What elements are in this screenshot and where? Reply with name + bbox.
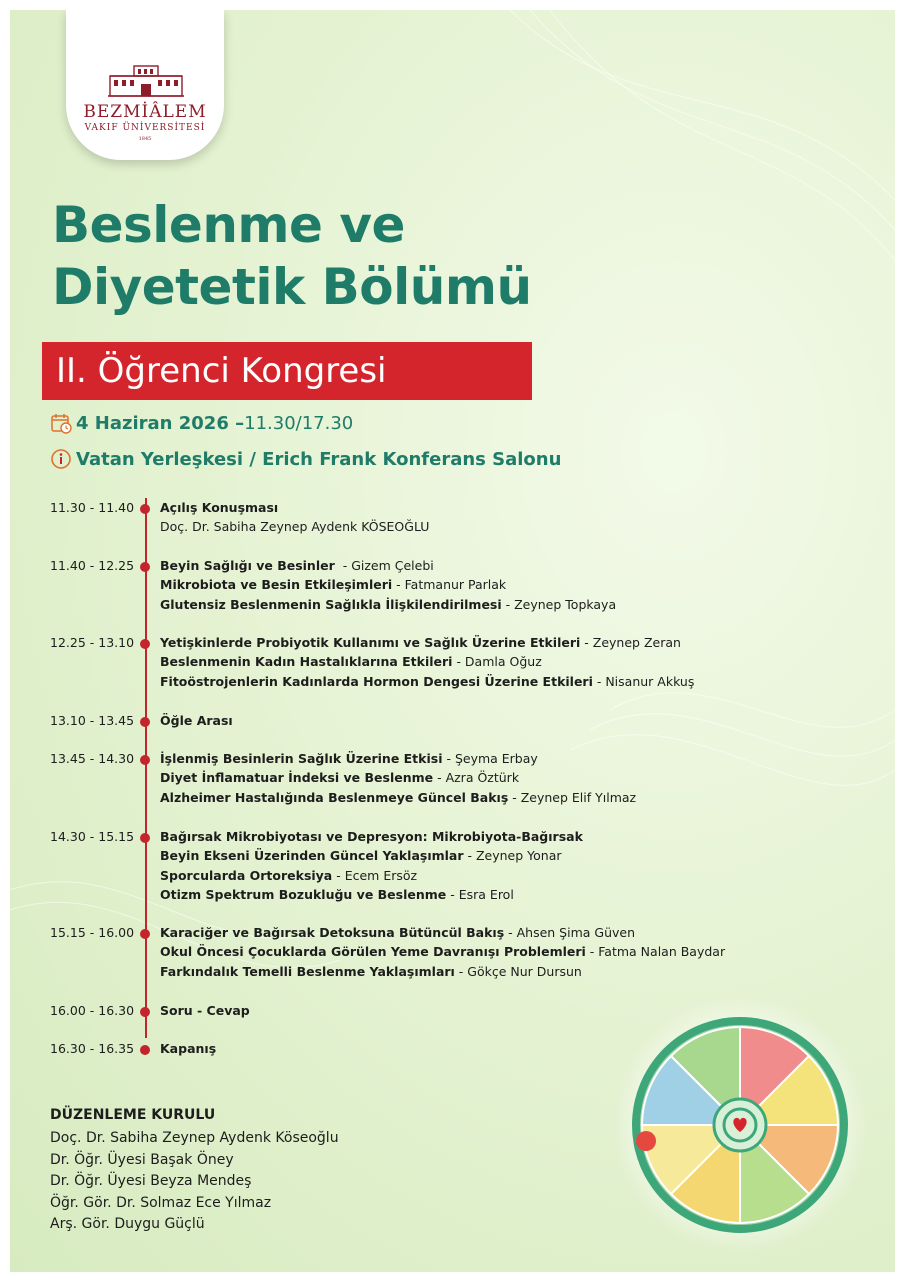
location-line	[50, 448, 561, 470]
session-speaker: - Nisanur Akkuş	[592, 673, 695, 689]
event-date: 4 Haziran 2026 –	[76, 412, 245, 434]
building-icon	[108, 62, 184, 98]
timeline-line	[145, 498, 147, 1038]
title-line-1: Beslenme ve	[52, 196, 405, 254]
session-speaker: - Gizem Çelebi	[334, 558, 434, 573]
schedule-time: 11.30 - 11.40	[50, 500, 135, 515]
committee-member: Doç. Dr. Sabiha Zeynep Aydenk Köseoğlu	[50, 1130, 339, 1146]
session-speaker: - Zeynep Zeran	[580, 635, 681, 650]
session-title: Bağırsak Mikrobiyotası ve Depresyon: Mikrobiyota-Bağırsak	[160, 829, 583, 844]
session-title: Karaciğer ve Bağırsak Detoksuna Bütüncül Bakış	[160, 925, 505, 940]
session-item	[160, 848, 562, 863]
committee-title: DÜZENLEME KURULU	[50, 1107, 216, 1123]
session-title: Yetişkinlerde Probiyotik Kullanımı ve Sağlık Üzerine Etkileri	[160, 635, 581, 650]
session-item	[160, 597, 616, 612]
schedule-time: 16.30 - 16.35	[50, 1041, 135, 1056]
session-title: Beyin Sağlığı ve Besinler	[160, 558, 335, 573]
timeline-dot	[140, 562, 150, 572]
session-speaker: - Zeynep Yonar	[463, 848, 562, 864]
session-item	[160, 1041, 216, 1056]
timeline-dot	[140, 1007, 150, 1017]
timeline-dot	[140, 639, 150, 649]
event-location: Vatan Yerleşkesi / Erich Frank Konferans Salonu	[76, 448, 562, 470]
session-item	[160, 964, 582, 979]
session-title: Kapanış	[160, 1041, 217, 1056]
session-title: Fitoöstrojenlerin Kadınlarda Hormon Dengesi Üzerine Etkileri	[160, 673, 593, 689]
session-title: Okul Öncesi Çocuklarda Görülen Yeme Davranışı Problemleri	[160, 944, 586, 960]
session-title: Alzheimer Hastalığında Beslenmeye Güncel Bakış	[160, 789, 509, 805]
logo-year: 1845	[138, 136, 152, 142]
session-item	[160, 790, 636, 805]
session-item	[160, 635, 681, 650]
session-speaker: - Damla Oğuz	[452, 654, 542, 670]
session-item	[160, 751, 538, 766]
timeline-dot	[140, 1045, 150, 1055]
food-plate-illustration	[610, 995, 870, 1255]
timeline-dot	[140, 755, 150, 765]
session-speaker: Doç. Dr. Sabiha Zeynep Aydenk KÖSEOĞLU	[160, 519, 430, 535]
poster	[10, 10, 895, 1272]
session-item	[160, 887, 514, 902]
session-speaker: - Zeynep Elif Yılmaz	[508, 789, 637, 805]
session-speaker: - Şeyma Erbay	[442, 751, 538, 766]
session-title: Otizm Spektrum Bozukluğu ve Beslenme	[160, 887, 447, 903]
committee-member: Öğr. Gör. Dr. Solmaz Ece Yılmaz	[50, 1194, 272, 1211]
session-title: Glutensiz Beslenmenin Sağlıkla İlişkilendirilmesi	[160, 596, 502, 612]
schedule-time: 14.30 - 15.15	[50, 829, 135, 844]
committee-member: Dr. Öğr. Üyesi Başak Öney	[50, 1151, 234, 1168]
session-item	[160, 925, 635, 940]
info-icon	[50, 448, 72, 470]
session-speaker: - Azra Öztürk	[433, 770, 520, 786]
session-item	[160, 1003, 250, 1018]
session-item	[160, 674, 694, 689]
session-item	[160, 829, 583, 844]
session-title: Beyin Ekseni Üzerinden Güncel Yaklaşımlar	[160, 848, 464, 864]
page-title	[52, 194, 532, 318]
session-title: Mikrobiota ve Besin Etkileşimleri	[160, 577, 393, 593]
session-item	[160, 519, 429, 534]
session-item	[160, 868, 417, 883]
session-title: İşlenmiş Besinlerin Sağlık Üzerine Etkisi	[160, 751, 443, 766]
timeline-dot	[140, 504, 150, 514]
university-logo	[66, 10, 224, 160]
session-item	[160, 654, 542, 669]
session-title: Farkındalık Temelli Beslenme Yaklaşımları	[160, 963, 455, 979]
session-title: Sporcularda Ortoreksiya	[160, 867, 333, 883]
session-title: Soru - Cevap	[160, 1003, 250, 1018]
session-title: Diyet İnflamatuar İndeksi ve Beslenme	[160, 770, 434, 786]
timeline-dot	[140, 833, 150, 843]
timeline-dot	[140, 717, 150, 727]
session-speaker: - Gökçe Nur Dursun	[454, 963, 582, 979]
congress-subtitle: II. Öğrenci Kongresi	[42, 342, 532, 400]
committee-member: Arş. Gör. Duygu Güçlü	[50, 1216, 205, 1232]
timeline-dot	[140, 929, 150, 939]
event-time: 11.30/17.30	[244, 412, 354, 434]
schedule-time: 12.25 - 13.10	[50, 635, 135, 650]
session-item	[160, 558, 434, 573]
title-line-2: Diyetetik Bölümü	[52, 258, 532, 316]
schedule-time: 11.40 - 12.25	[50, 558, 135, 573]
session-speaker: - Zeynep Topkaya	[501, 596, 617, 612]
date-line	[50, 412, 353, 434]
calendar-icon	[50, 412, 72, 434]
schedule-time: 15.15 - 16.00	[50, 925, 135, 940]
session-speaker: - Fatma Nalan Baydar	[585, 944, 726, 960]
committee-member: Dr. Öğr. Üyesi Beyza Mendeş	[50, 1173, 252, 1189]
session-speaker: - Fatmanur Parlak	[392, 577, 507, 593]
logo-name: BEZMİÂLEM	[83, 102, 207, 122]
session-speaker: - Ahsen Şima Güven	[504, 925, 636, 940]
session-item	[160, 770, 519, 785]
session-item	[160, 500, 278, 515]
session-speaker: - Esra Erol	[446, 887, 514, 903]
session-title: Öğle Arası	[160, 713, 233, 728]
schedule-time: 16.00 - 16.30	[50, 1003, 135, 1018]
session-item	[160, 577, 506, 592]
logo-subtitle: VAKIF ÜNİVERSİTESİ	[84, 123, 206, 133]
session-speaker: - Ecem Ersöz	[332, 867, 418, 883]
session-title: Beslenmenin Kadın Hastalıklarına Etkileri	[160, 654, 453, 670]
session-item	[160, 944, 725, 959]
schedule-time: 13.10 - 13.45	[50, 713, 135, 728]
session-title: Açılış Konuşması	[160, 500, 279, 515]
schedule-time: 13.45 - 14.30	[50, 751, 135, 766]
session-item	[160, 713, 233, 728]
